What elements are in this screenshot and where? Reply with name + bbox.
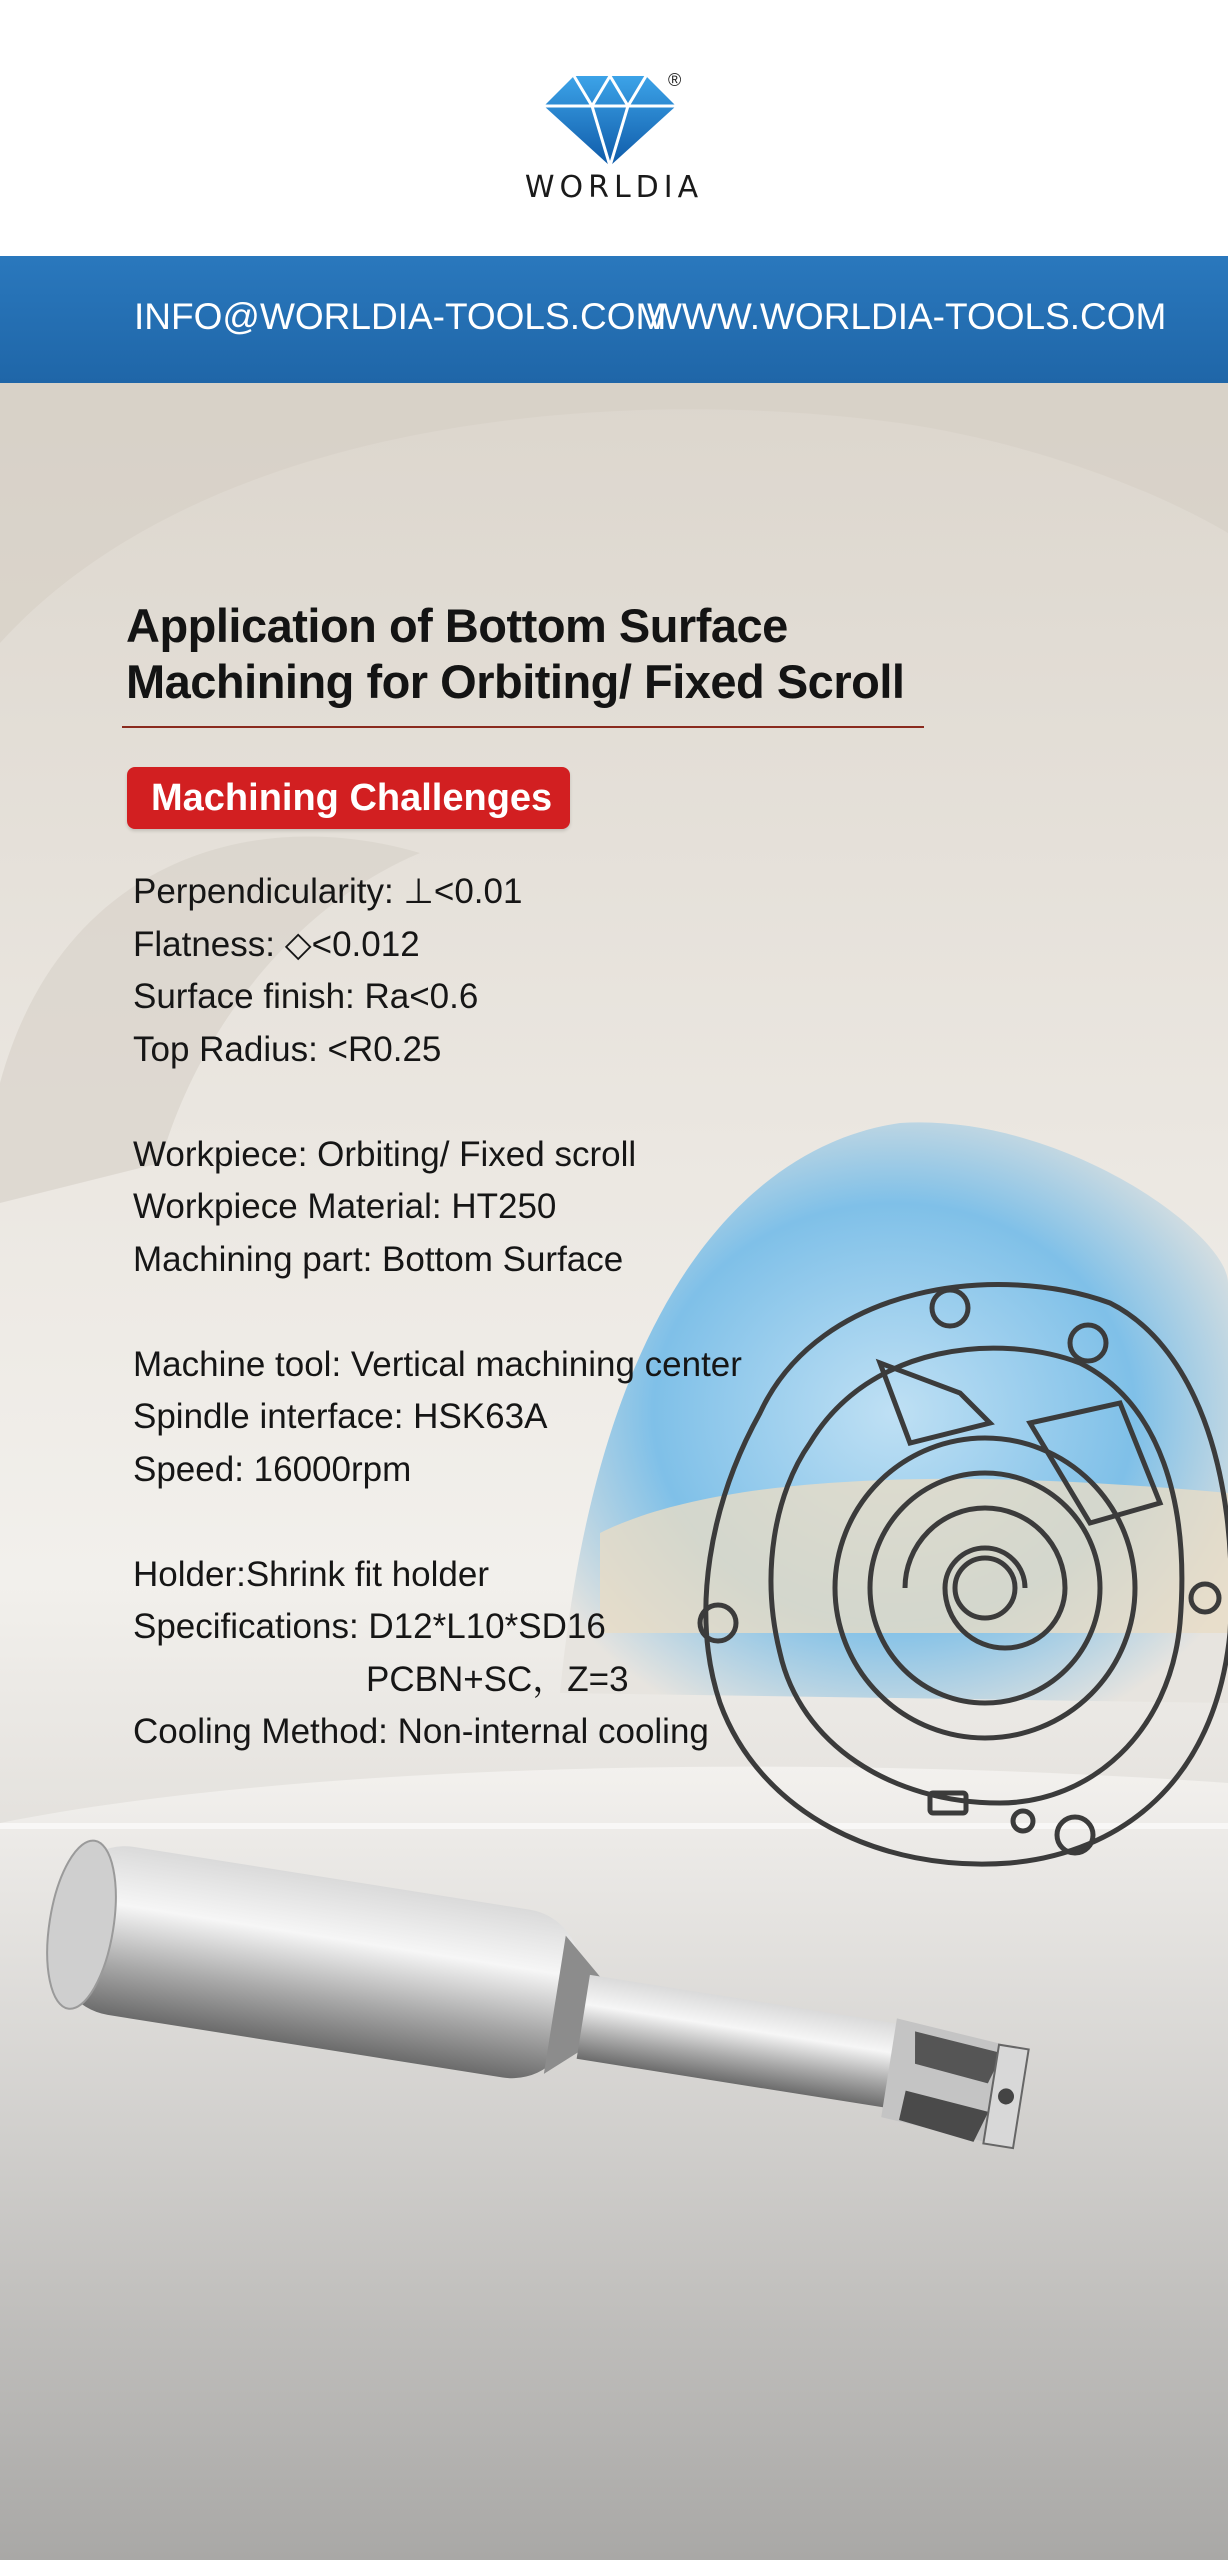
machining-challenges-badge: Machining Challenges (127, 767, 570, 829)
email-link[interactable]: INFO@WORLDIA-TOOLS.COM (134, 296, 667, 337)
spec-surface-finish: Surface finish: Ra<0.6 (133, 977, 479, 1016)
contact-bar (0, 256, 1228, 383)
spec-machine-tool: Machine tool: Vertical machining center (133, 1344, 742, 1384)
header (0, 0, 1228, 256)
page-title: Application of Bottom Surface Machining for Orbiting/ Fixed Scroll (126, 599, 905, 708)
spec-perpendicularity: Perpendicularity: ⊥<0.01 (133, 872, 523, 911)
spec-flatness: Flatness: ◇<0.012 (133, 924, 420, 964)
spec-machining-part: Machining part: Bottom Surface (133, 1239, 624, 1279)
spec-material-teeth: PCBN+SC，Z=3 (366, 1659, 629, 1699)
spec-speed: Speed: 16000rpm (133, 1449, 412, 1489)
brand-wordmark: WORLDIA (524, 170, 704, 205)
spec-list (133, 866, 742, 1759)
spec-top-radius: Top Radius: <R0.25 (133, 1029, 442, 1069)
product-scene (0, 383, 1228, 2560)
spec-holder: Holder:Shrink fit holder (133, 1554, 489, 1594)
spec-spindle-interface: Spindle interface: HSK63A (133, 1397, 548, 1436)
spec-workpiece-material: Workpiece Material: HT250 (133, 1187, 557, 1226)
website-link[interactable]: WWW.WORLDIA-TOOLS.COM (647, 296, 1167, 337)
spec-workpiece: Workpiece: Orbiting/ Fixed scroll (133, 1134, 637, 1174)
spec-specifications: Specifications: D12*L10*SD16 (133, 1607, 606, 1646)
worldia-diamond-logo (544, 76, 676, 166)
registered-mark: ® (668, 70, 682, 90)
spec-cooling-method: Cooling Method: Non-internal cooling (133, 1712, 709, 1751)
title-divider (122, 726, 924, 728)
